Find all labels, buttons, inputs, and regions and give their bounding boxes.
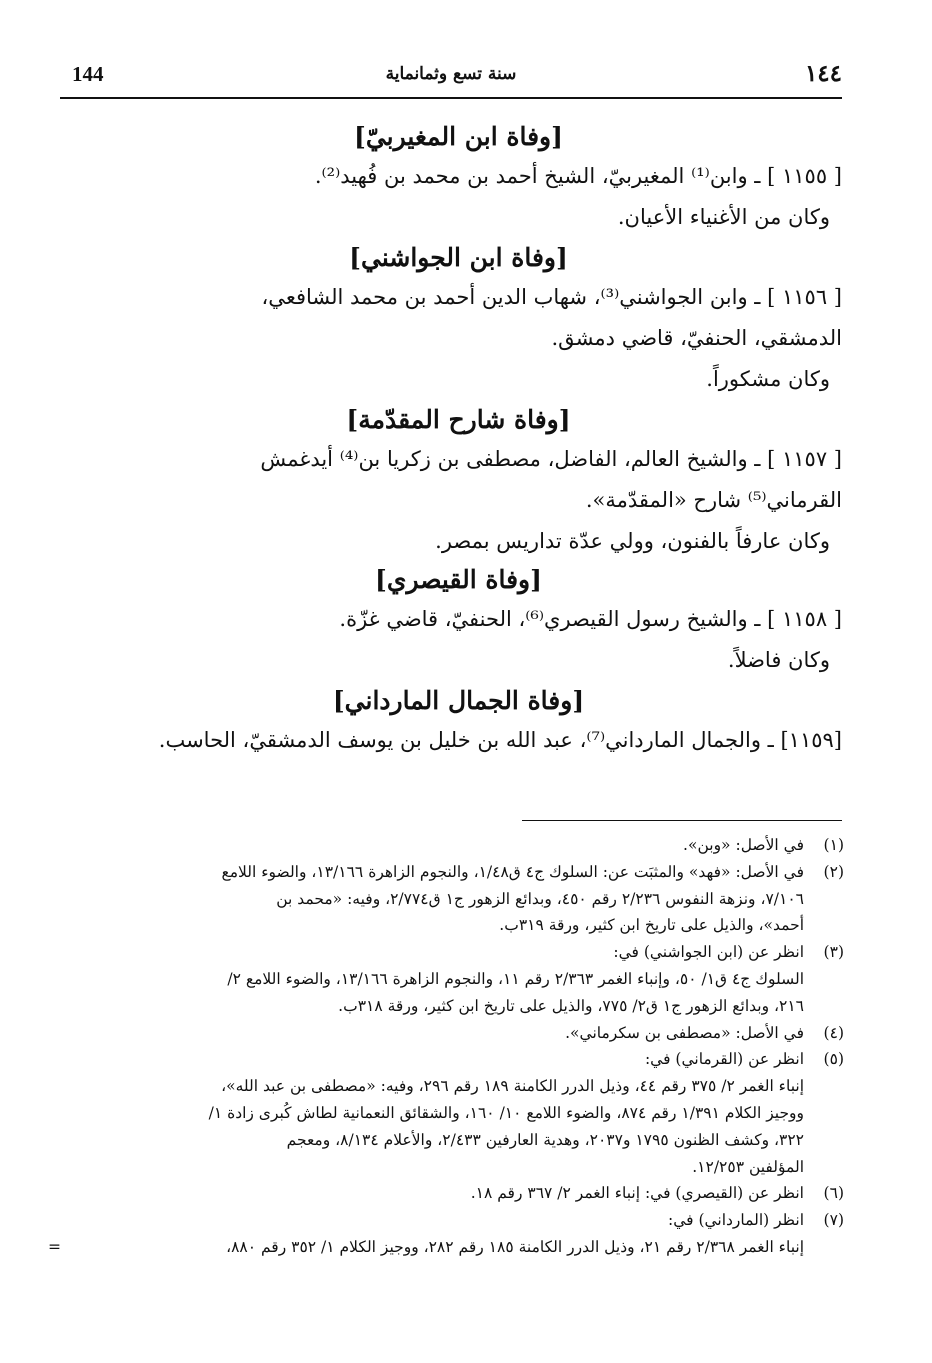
running-title: سنة تسع وثمانماية [385, 64, 517, 84]
entry-line: [ ١١٥٥ ] ـ وابن⁽¹⁾ المغيربيّ، الشيخ أحمد بن محمد بن فُهيد⁽²⁾. [314, 164, 842, 188]
section-title: [وفاة القيصري] [375, 565, 542, 594]
entry-note: وكان مشكوراً. [706, 367, 830, 391]
footnote-line: ٣٢٢، وكشف الظنون ١٧٩٥ و٢٠٣٧، وهدية العارفين ٢/٤٣٣، والأعلام ٨/١٣٤، ومعجم [286, 1130, 804, 1149]
footnote [48, 1207, 844, 1261]
footnote-line: انظر (المارداني) في: [667, 1211, 804, 1230]
section-title: [وفاة شارح المقدّمة] [346, 405, 571, 434]
footnote-line: إنباء الغمر ٢/٣٦٨ رقم ٢١، وذيل الدرر الكامنة ١٨٥ رقم ٢٨٢، ووجيز الكلام ١/ ٣٥٢ رقم ٨٨٠، [226, 1237, 804, 1256]
page-number-latin: 144 [72, 62, 104, 86]
entry-line: [ ١١٥٨ ] ـ والشيخ رسول القيصري⁽⁶⁾، الحنفيّ، قاضي غزّة. [339, 607, 842, 631]
footnote-line: في الأصل: «وبن». [683, 836, 804, 854]
page-number-arabic: ١٤٤ [804, 60, 842, 87]
footnote [70, 859, 844, 939]
footnote-number: (١) [823, 836, 844, 854]
entry-note: وكان فاضلاً. [727, 648, 830, 672]
entry-note: وكان عارفاً بالفنون، وولي عدّة تداريس بمصر. [435, 529, 830, 553]
footnote-number: (٢) [823, 862, 844, 881]
footnote-line: إنباء الغمر ٢/ ٣٧٥ رقم ٤٤، وذيل الدرر الكامنة ١٨٩ رقم ٢٩٦، وفيه: «مصطفى بن عبد الله»، [221, 1077, 804, 1096]
footnote-number: (٧) [823, 1211, 844, 1230]
footnote [70, 939, 844, 1019]
footnote-line: ووجيز الكلام ١/٣٩١ رقم ٨٧٤، والضوء اللامع ١٠/ ١٦٠، والشقائق النعمانية لطاش كُبرى زادة ١/ [208, 1103, 804, 1122]
footnote-number: (٤) [823, 1023, 844, 1042]
footnote-number: (٥) [823, 1050, 844, 1069]
footnote-line: انظر عن (القرماني) في: [644, 1050, 804, 1069]
section-title: [وفاة ابن المغيربيّ] [354, 122, 563, 151]
entry-line: [ ١١٥٧ ] ـ والشيخ العالم، الفاضل، مصطفى بن زكريا بن⁽⁴⁾ أيدغمش [260, 447, 842, 471]
footnote-line: ٧/١٠٦، ونزهة النفوس ٢/٢٣٦ رقم ٤٥٠، وبدائع الزهور ج١ ق٢/٧٧٤، وفيه: «محمد بن [276, 889, 804, 908]
footnote-line: انظر عن (ابن الجواشني) في: [613, 943, 804, 962]
entry-line: الدمشقي، الحنفيّ، قاضي دمشق. [551, 326, 842, 350]
footnote-number: (٣) [823, 943, 844, 962]
footnotes [48, 832, 844, 1261]
footnote-line: انظر عن (القيصري) في: إنباء الغمر ٢/ ٣٦٧ رقم ١٨. [470, 1184, 804, 1203]
footnote-line: في الأصل: «فهد» والمثبَت عن: السلوك ج٤ ق١/٤٨، والنجوم الزاهرة ١٣/١٦٦، والضوء اللامع [221, 862, 804, 881]
footnote-rule [522, 820, 842, 821]
footnote [70, 832, 844, 859]
footnote-line: السلوك ج٤ ق١/ ٥٠، وإنباء الغمر ٢/٣٦٣ رقم ١١، والنجوم الزاهرة ١٣/١٦٦، والضوء اللامع ٢/ [227, 969, 804, 988]
footnote-line: المؤلفين ١٢/٢٥٣. [692, 1157, 804, 1176]
continuation-mark: = [48, 1237, 61, 1256]
entry-line: [ ١١٥٦ ] ـ وابن الجواشني⁽³⁾، شهاب الدين أحمد بن محمد الشافعي، [261, 285, 842, 309]
section-title: [وفاة ابن الجواشني] [349, 243, 568, 272]
footnote [70, 1020, 844, 1047]
footnote-line: في الأصل: «مصطفى بن سكرماني». [565, 1023, 804, 1042]
footnote [70, 1180, 844, 1207]
footnote [70, 1046, 844, 1180]
page-header [60, 58, 842, 98]
footnote-line: أحمد»، والذيل على تاريخ ابن كثير، ورقة ٣١٩ب. [499, 916, 804, 935]
entry-line: القرماني⁽⁵⁾ شارح «المقدّمة». [585, 488, 842, 512]
footnote-number: (٦) [823, 1184, 844, 1203]
entry-line: [١١٥٩] ـ والجمال المارداني⁽⁷⁾، عبد الله بن خليل بن يوسف الدمشقيّ، الحاسب. [158, 728, 842, 752]
main-text [75, 118, 842, 761]
section-title: [وفاة الجمال المارداني] [332, 686, 585, 715]
entry-note: وكان من الأغنياء الأعيان. [617, 205, 830, 229]
header-rule [60, 97, 842, 99]
footnote-line: ٢١٦، وبدائع الزهور ج١ ق٢/ ٧٧٥، والذيل على تاريخ ابن كثير، ورقة ٣١٨ب. [338, 996, 804, 1015]
